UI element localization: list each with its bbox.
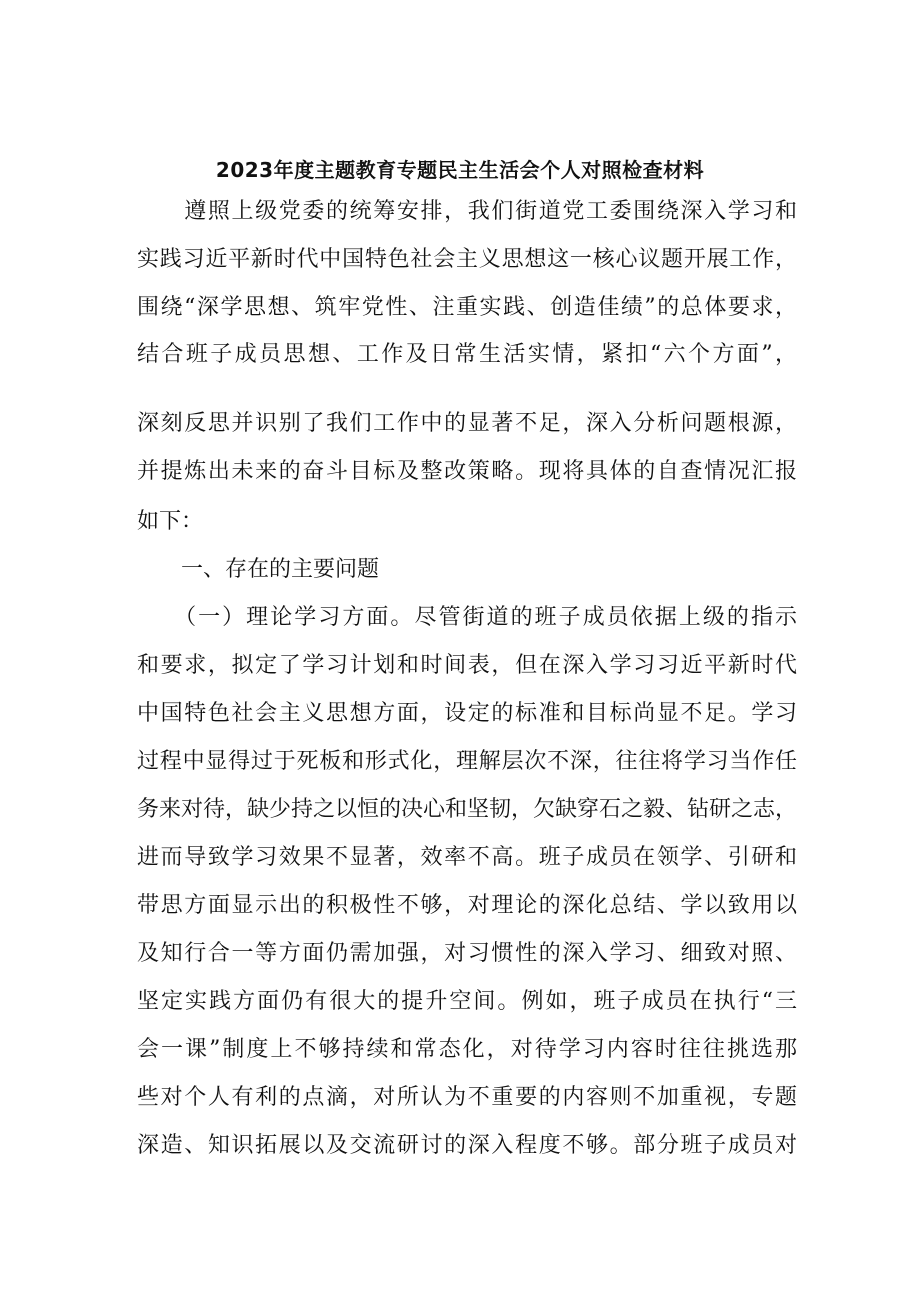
body-line: 深造、知识拓展以及交流研讨的深入程度不够。部分班子成员对 <box>137 1133 797 1158</box>
body-line: 进而导致学习效果不显著，效率不高。班子成员在领学、引研和 <box>137 845 797 870</box>
intro-line: 如下： <box>137 509 204 534</box>
intro-line: 围绕“深学思想、筑牢党性、注重实践、创造佳绩”的总体要求， <box>137 295 797 320</box>
body-line: 过程中显得过于死板和形式化，理解层次不深，往往将学习当作任 <box>137 749 797 774</box>
intro-line: 遵照上级党委的统筹安排，我们街道党工委围绕深入学习和 <box>137 199 797 224</box>
intro-line: 结合班子成员思想、工作及日常生活实情，紧扣“六个方面”， <box>137 342 797 367</box>
body-line: 坚定实践方面仍有很大的提升空间。例如，班子成员在执行“三 <box>137 989 797 1014</box>
body-line: 中国特色社会主义思想方面，设定的标准和目标尚显不足。学习 <box>137 701 797 726</box>
intro-line: 实践习近平新时代中国特色社会主义思想这一核心议题开展工作， <box>137 247 797 272</box>
body-line: （一）理论学习方面。尽管街道的班子成员依据上级的指示 <box>137 605 797 630</box>
body-line: 会一课”制度上不够持续和常态化，对待学习内容时往往挑选那 <box>137 1037 797 1062</box>
body-line: 及知行合一等方面仍需加强，对习惯性的深入学习、细致对照、 <box>137 941 797 966</box>
section-heading: 一、存在的主要问题 <box>137 557 380 582</box>
document-title: 2023年度主题教育专题民主生活会个人对照检查材料 <box>215 158 705 182</box>
body-line: 和要求，拟定了学习计划和时间表，但在深入学习习近平新时代 <box>137 653 797 678</box>
body-line: 务来对待，缺少持之以恒的决心和坚韧，欠缺穿石之毅、钻研之志， <box>137 797 797 822</box>
body-line: 带思方面显示出的积极性不够，对理论的深化总结、学以致用以 <box>137 893 797 918</box>
intro-line: 并提炼出未来的奋斗目标及整改策略。现将具体的自查情况汇报 <box>137 459 797 484</box>
intro-line: 深刻反思并识别了我们工作中的显著不足，深入分析问题根源， <box>137 411 797 436</box>
body-line: 些对个人有利的点滴，对所认为不重要的内容则不加重视，专题 <box>137 1085 797 1110</box>
